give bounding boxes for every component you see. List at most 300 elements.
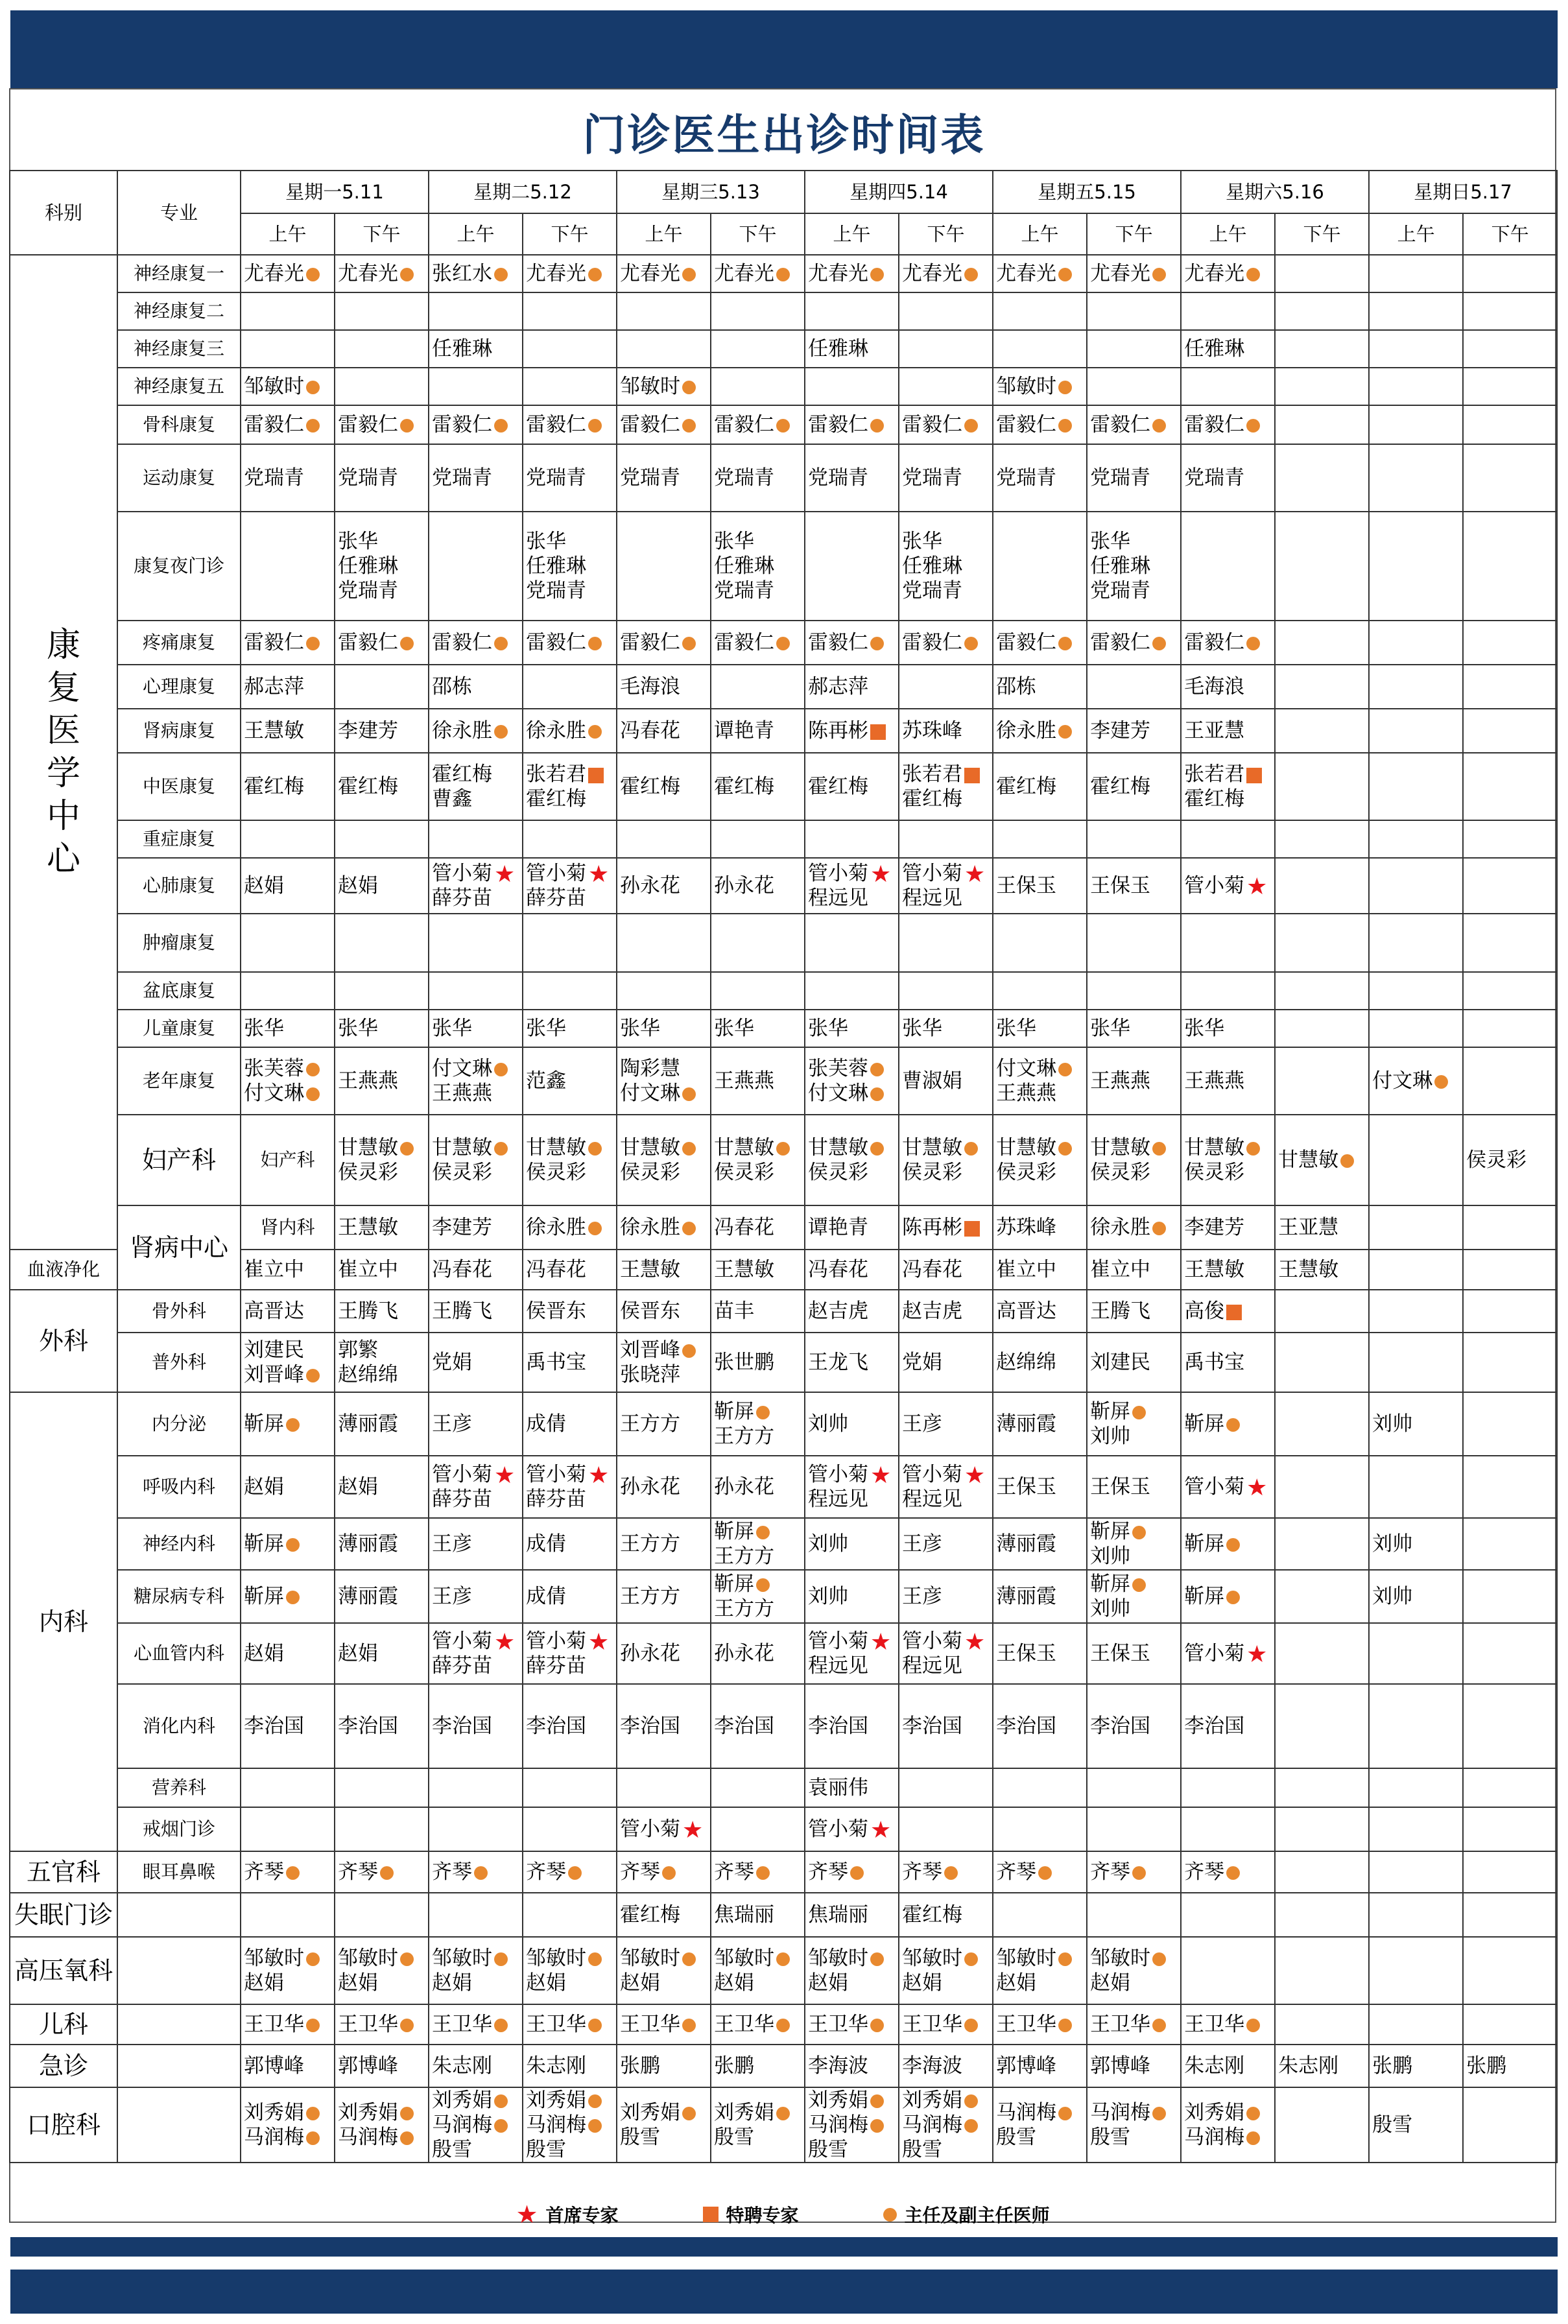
schedule-cell (1369, 1047, 1463, 1115)
doctor-entry (1372, 1069, 1460, 1093)
doctor-name: 赵吉虎 (902, 1299, 963, 1323)
doctor-entry (714, 1424, 802, 1449)
header-pm: 下午 (335, 213, 429, 255)
doctor-entry (902, 1135, 990, 1160)
dot-icon (1132, 1866, 1146, 1880)
doctor-name: 孙永花 (714, 1475, 775, 1499)
schedule-cell (993, 1807, 1087, 1851)
header-pm: 下午 (1463, 213, 1557, 255)
schedule-cell (711, 1205, 805, 1250)
schedule-cell (429, 1570, 523, 1623)
doctor-entry (1184, 2012, 1272, 2037)
table-row (10, 292, 1557, 330)
doctor-name: 尤春光 (808, 262, 869, 285)
doctor-name: 李建芳 (1184, 1216, 1245, 1239)
doctor-entry (714, 2054, 802, 2078)
schedule-cell (1275, 1392, 1369, 1456)
specialty-cell: 内分泌 (117, 1392, 241, 1456)
doctor-name: 王慧敏 (620, 1258, 681, 1281)
doctor-name: 甘慧敏 (620, 1136, 681, 1159)
schedule-cell (711, 1684, 805, 1768)
doctor-entry (432, 466, 519, 490)
doctor-entry (996, 1350, 1084, 1375)
schedule-cell (1369, 2045, 1463, 2087)
schedule-cell (1181, 444, 1275, 512)
schedule-cell (1275, 820, 1369, 858)
doctor-entry (714, 466, 802, 490)
schedule-cell (993, 255, 1087, 292)
header-am: 上午 (1369, 213, 1463, 255)
doctor-name: 靳屏 (244, 1585, 284, 1608)
doctor-entry (1372, 1584, 1460, 1609)
square-icon (703, 2207, 719, 2222)
doctor-name: 刘秀娟 (244, 2101, 304, 2124)
legend-item-special (703, 2201, 799, 2227)
star-icon: ★ (588, 1462, 610, 1489)
schedule-cell (1181, 1768, 1275, 1807)
doctor-entry (526, 1714, 613, 1738)
doctor-entry (996, 261, 1084, 286)
schedule-cell (523, 1768, 617, 1807)
doctor-entry (620, 774, 707, 799)
doctor-name: 霍红梅 (526, 787, 587, 811)
schedule-cell (335, 858, 429, 914)
dot-icon (494, 637, 508, 650)
doctor-entry (526, 1860, 613, 1884)
schedule-cell (1275, 1807, 1369, 1851)
doctor-entry (714, 1860, 802, 1884)
doctor-entry (432, 886, 519, 910)
dot-icon (870, 419, 884, 433)
schedule-cell (899, 1623, 993, 1684)
schedule-cell (1275, 709, 1369, 753)
schedule-cell (711, 1456, 805, 1518)
doctor-name: 党瑞青 (714, 466, 775, 490)
doctor-name: 王保玉 (1090, 1475, 1151, 1499)
doctor-entry (996, 2012, 1084, 2037)
doctor-entry (526, 529, 613, 554)
doctor-entry (244, 774, 331, 799)
schedule-cell (1275, 665, 1369, 709)
doctor-entry (432, 1946, 519, 1971)
doctor-name: 齐琴 (808, 1860, 849, 1884)
doctor-name: 殷雪 (1372, 2113, 1413, 2137)
legend-label-director: 主任及副主任医师 (904, 2205, 1050, 2226)
doctor-entry (338, 1860, 425, 1884)
schedule-cell (335, 1392, 429, 1456)
doctor-name: 张华 (808, 1017, 849, 1040)
doctor-entry (338, 1532, 425, 1556)
doctor-entry (526, 1412, 613, 1436)
dot-icon (776, 2107, 790, 2120)
doctor-name: 齐琴 (1090, 1860, 1131, 1884)
header-pm: 下午 (523, 213, 617, 255)
schedule-cell (805, 444, 899, 512)
category-cell: 五官科 (10, 1851, 117, 1893)
specialty-cell: 骨科康复 (117, 405, 241, 444)
schedule-cell (805, 1893, 899, 1937)
dot-icon (870, 2119, 884, 2133)
doctor-entry (338, 1160, 425, 1185)
header-day-fri: 星期五5.15 (993, 171, 1181, 213)
dot-icon (1246, 2107, 1260, 2120)
doctor-entry (338, 718, 425, 743)
dot-icon (1058, 1952, 1072, 1966)
doctor-name: 张华 (714, 1017, 755, 1040)
schedule-cell (617, 1392, 711, 1456)
doctor-name: 雷毅仁 (714, 631, 775, 654)
schedule-cell (1369, 972, 1463, 1010)
schedule-cell (1369, 2087, 1463, 2163)
doctor-entry (808, 1160, 896, 1185)
doctor-name: 刘建民 (1090, 1351, 1151, 1374)
doctor-name: 崔立中 (338, 1258, 398, 1281)
doctor-name: 霍红梅 (902, 787, 963, 811)
schedule-cell (335, 914, 429, 972)
schedule-cell (429, 1205, 523, 1250)
schedule-cell (899, 1937, 993, 2004)
doctor-name: 侯灵彩 (1466, 1148, 1527, 1172)
schedule-cell (617, 709, 711, 753)
schedule-cell (1181, 1047, 1275, 1115)
doctor-entry (1090, 2100, 1178, 2125)
doctor-name: 雷毅仁 (432, 631, 493, 654)
table-row (10, 1937, 1557, 2004)
doctor-name: 靳屏 (1090, 1572, 1131, 1596)
schedule-cell (617, 2087, 711, 2163)
doctor-name: 赵娟 (1090, 1971, 1131, 1995)
doctor-name: 程远见 (808, 1488, 869, 1511)
doctor-name: 侯灵彩 (996, 1161, 1057, 1184)
schedule-cell (429, 753, 523, 820)
doctor-entry (1090, 1069, 1178, 1093)
doctor-name: 李治国 (1184, 1714, 1245, 1738)
schedule-cell (241, 255, 335, 292)
doctor-name: 霍红梅 (244, 775, 304, 798)
schedule-cell (1275, 1115, 1369, 1205)
doctor-entry (338, 412, 425, 437)
doctor-name: 任雅琳 (714, 554, 775, 578)
doctor-entry (1090, 1596, 1178, 1621)
doctor-name: 徐永胜 (526, 1216, 587, 1239)
table-row (10, 255, 1557, 292)
schedule-cell (1181, 1570, 1275, 1623)
schedule-cell (1087, 1290, 1181, 1333)
schedule-cell (993, 1570, 1087, 1623)
doctor-name: 付文琳 (620, 1082, 681, 1105)
doctor-entry (1090, 1860, 1178, 1884)
doctor-name: 雷毅仁 (996, 413, 1057, 436)
doctor-entry (432, 261, 519, 286)
schedule-cell (523, 292, 617, 330)
schedule-cell (993, 405, 1087, 444)
star-icon: ★ (682, 1816, 704, 1844)
doctor-name: 张华 (1090, 1017, 1131, 1040)
schedule-cell (523, 1115, 617, 1205)
header-pm: 下午 (1087, 213, 1181, 255)
schedule-cell (1087, 1205, 1181, 1250)
schedule-cell (1369, 292, 1463, 330)
doctor-name: 张世鹏 (714, 1351, 775, 1374)
schedule-cell (523, 1851, 617, 1893)
schedule-cell (429, 512, 523, 621)
doctor-name: 尤春光 (526, 262, 587, 285)
schedule-cell (241, 665, 335, 709)
doctor-entry (902, 412, 990, 437)
doctor-entry (996, 1412, 1084, 1436)
dot-icon (944, 1866, 958, 1880)
schedule-cell (617, 1851, 711, 1893)
doctor-name: 张鹏 (620, 2054, 661, 2078)
schedule-cell (523, 368, 617, 405)
doctor-name: 冯春花 (432, 1258, 493, 1281)
doctor-name: 齐琴 (714, 1860, 755, 1884)
doctor-name: 赵绵绵 (996, 1351, 1057, 1374)
doctor-entry (714, 1946, 802, 1971)
schedule-cell (1463, 1684, 1557, 1768)
dot-icon (883, 2208, 897, 2222)
schedule-cell (1087, 1807, 1181, 1851)
doctor-name: 任雅琳 (432, 337, 493, 361)
schedule-cell (429, 858, 523, 914)
schedule-cell (1275, 1290, 1369, 1333)
square-icon (1226, 1305, 1242, 1320)
schedule-cell (335, 512, 429, 621)
doctor-entry (1090, 578, 1178, 603)
schedule-cell (805, 1518, 899, 1570)
doctor-name: 刘帅 (1090, 1425, 1131, 1448)
doctor-entry (526, 1160, 613, 1185)
schedule-cell (1181, 858, 1275, 914)
schedule-cell (617, 1623, 711, 1684)
schedule-cell (993, 1893, 1087, 1937)
doctor-name: 尤春光 (620, 262, 681, 285)
schedule-cell (1181, 255, 1275, 292)
doctor-name: 王卫华 (244, 2013, 304, 2036)
doctor-name: 张若君 (1184, 763, 1245, 786)
schedule-cell (241, 1570, 335, 1623)
doctor-entry (1372, 2054, 1460, 2078)
dot-icon (1058, 2019, 1072, 2032)
schedule-cell (1087, 1333, 1181, 1392)
schedule-cell (1275, 444, 1369, 512)
doctor-entry (902, 2012, 990, 2037)
doctor-name: 郭繁 (338, 1338, 378, 1362)
doctor-entry (996, 1135, 1084, 1160)
header-category: 科别 (10, 171, 117, 255)
doctor-entry (244, 1532, 331, 1556)
specialty-cell: 呼吸内科 (117, 1456, 241, 1518)
dot-icon (400, 1952, 414, 1966)
doctor-name: 薛芬苗 (432, 1488, 493, 1511)
doctor-entry (808, 412, 896, 437)
schedule-cell (805, 2004, 899, 2045)
doctor-name: 齐琴 (338, 1860, 378, 1884)
doctor-name: 党娟 (902, 1351, 943, 1374)
schedule-cell (1463, 1623, 1557, 1684)
doctor-name: 范鑫 (526, 1069, 567, 1093)
doctor-entry (808, 261, 896, 286)
schedule-table (9, 170, 1558, 2163)
schedule-cell (1087, 2087, 1181, 2163)
doctor-name: 党瑞青 (996, 466, 1057, 490)
schedule-cell (523, 330, 617, 368)
doctor-name: 邹敏时 (808, 1947, 869, 1970)
dot-icon (1038, 1866, 1052, 1880)
dot-icon (682, 381, 696, 394)
schedule-cell (1463, 1205, 1557, 1250)
schedule-cell (1275, 914, 1369, 972)
category-cell: 外科 (10, 1290, 117, 1392)
schedule-cell (1087, 2045, 1181, 2087)
schedule-cell (1087, 444, 1181, 512)
doctor-entry (620, 1081, 707, 1106)
doctor-name: 王卫华 (338, 2013, 398, 2036)
schedule-cell (1369, 1570, 1463, 1623)
doctor-entry (1184, 873, 1272, 898)
doctor-entry (620, 1714, 707, 1738)
schedule-cell (805, 709, 899, 753)
schedule-cell (993, 1456, 1087, 1518)
doctor-entry (714, 1016, 802, 1041)
doctor-name: 崔立中 (996, 1258, 1057, 1281)
doctor-entry (526, 261, 613, 286)
doctor-entry (432, 2137, 519, 2162)
doctor-entry (714, 1299, 802, 1323)
schedule-cell (523, 1893, 617, 1937)
doctor-name: 张华 (1184, 1017, 1225, 1040)
square-icon (964, 1221, 980, 1237)
doctor-entry (338, 466, 425, 490)
schedule-cell (1087, 914, 1181, 972)
schedule-cell (1181, 292, 1275, 330)
schedule-cell (1087, 1684, 1181, 1768)
specialty-cell: 普外科 (117, 1333, 241, 1392)
doctor-name: 刘帅 (1090, 1545, 1131, 1568)
schedule-cell (523, 2087, 617, 2163)
doctor-name: 王方方 (620, 1585, 681, 1608)
doctor-name: 禹书宝 (1184, 1351, 1245, 1374)
schedule-cell (711, 512, 805, 621)
doctor-entry (526, 718, 613, 743)
schedule-cell (1369, 709, 1463, 753)
schedule-cell (899, 1290, 993, 1333)
dot-icon (682, 637, 696, 650)
doctor-name: 侯灵彩 (1184, 1161, 1245, 1184)
dot-icon (964, 2119, 978, 2133)
schedule-cell (1463, 292, 1557, 330)
schedule-cell (335, 405, 429, 444)
doctor-entry (714, 1714, 802, 1738)
doctor-name: 王腾飞 (432, 1299, 493, 1323)
doctor-entry (244, 1362, 331, 1387)
schedule-cell (1087, 368, 1181, 405)
doctor-entry (808, 1257, 896, 1282)
doctor-entry (1184, 412, 1272, 437)
schedule-cell (429, 665, 523, 709)
doctor-entry (526, 762, 613, 787)
doctor-name: 张若君 (526, 763, 587, 786)
doctor-entry (902, 1069, 990, 1093)
schedule-cell (899, 1518, 993, 1570)
doctor-name: 侯灵彩 (432, 1161, 493, 1184)
doctor-entry (620, 1338, 707, 1362)
doctor-name: 刘秀娟 (714, 2101, 775, 2124)
doctor-entry (1278, 1257, 1366, 1282)
doctor-entry (714, 873, 802, 898)
doctor-entry (996, 774, 1084, 799)
doctor-name: 王保玉 (1090, 1642, 1151, 1665)
doctor-entry (714, 412, 802, 437)
doctor-entry (808, 886, 896, 910)
doctor-entry (1090, 1399, 1178, 1424)
schedule-cell (523, 1010, 617, 1047)
schedule-cell (1463, 1290, 1557, 1333)
doctor-entry (244, 1338, 331, 1362)
doctor-name: 靳屏 (714, 1572, 755, 1596)
schedule-cell (805, 820, 899, 858)
doctor-name: 雷毅仁 (338, 413, 398, 436)
star-icon: ★ (516, 2200, 538, 2229)
doctor-name: 侯晋东 (620, 1299, 681, 1323)
schedule-cell (617, 1807, 711, 1851)
doctor-name: 靳屏 (1184, 1412, 1225, 1436)
doctor-name: 王慧敏 (1184, 1258, 1245, 1281)
schedule-cell (993, 1851, 1087, 1893)
schedule-cell (993, 1250, 1087, 1290)
schedule-cell (523, 1047, 617, 1115)
schedule-cell (899, 820, 993, 858)
doctor-entry (432, 2088, 519, 2113)
doctor-name: 薄丽霞 (996, 1532, 1057, 1556)
doctor-name: 程远见 (902, 886, 963, 910)
doctor-entry (432, 861, 519, 886)
doctor-entry (1184, 1641, 1272, 1666)
doctor-name: 郭博峰 (1090, 2054, 1151, 2078)
schedule-cell (711, 1333, 805, 1392)
doctor-entry (338, 2100, 425, 2125)
doctor-name: 谭艳青 (808, 1216, 869, 1239)
doctor-name: 王方方 (714, 1597, 775, 1620)
schedule-cell (335, 1807, 429, 1851)
doctor-name: 禹书宝 (526, 1351, 587, 1374)
doctor-name: 王慧敏 (714, 1258, 775, 1281)
doctor-entry (996, 1016, 1084, 1041)
doctor-entry (1090, 1971, 1178, 1995)
doctor-entry (620, 1257, 707, 1282)
doctor-name: 张若君 (902, 763, 963, 786)
schedule-cell (899, 292, 993, 330)
schedule-cell (429, 405, 523, 444)
schedule-cell (617, 1115, 711, 1205)
schedule-cell (1369, 1333, 1463, 1392)
schedule-cell (1275, 858, 1369, 914)
doctor-entry (338, 630, 425, 655)
dot-icon (1246, 419, 1260, 433)
schedule-cell (993, 1290, 1087, 1333)
doctor-name: 付文琳 (996, 1057, 1057, 1080)
doctor-name: 郭博峰 (338, 2054, 398, 2078)
doctor-name: 王方方 (620, 1532, 681, 1556)
doctor-name: 王卫华 (902, 2013, 963, 2036)
doctor-name: 徐永胜 (996, 719, 1057, 742)
schedule-cell (1369, 1010, 1463, 1047)
schedule-cell (335, 972, 429, 1010)
schedule-cell (429, 1333, 523, 1392)
doctor-entry (808, 1215, 896, 1240)
doctor-entry (996, 1714, 1084, 1738)
doctor-name: 张鹏 (714, 2054, 755, 2078)
